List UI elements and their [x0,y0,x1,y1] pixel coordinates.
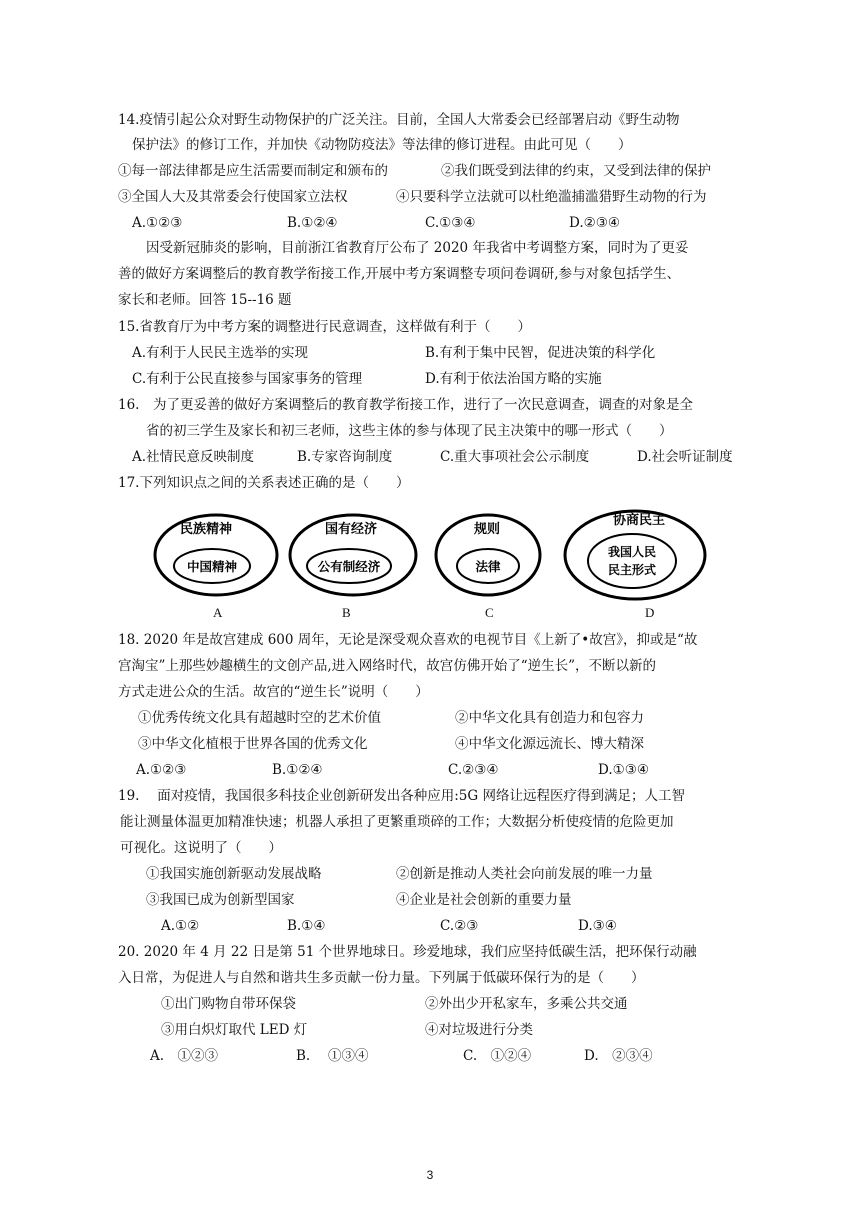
diagram-d-inner-ellipse [588,534,676,588]
diagram-b-label: B [342,605,351,620]
q14-stem-line1: 14.疫情引起公众对野生动物保护的广泛关注。目前，全国人大常委会已经部署启动《野生动物 [118,112,680,128]
q19-stem-line2: 能让测量体温更加精准快速；机器人承担了更繁重琐碎的工作；大数据分析使疫情的危险更加 [120,814,674,830]
q16-option-a: A.社情民意反映制度 [132,449,255,465]
q14-statement-4: ④只要科学立法就可以杜绝滥捕滥猎野生动物的行为 [396,189,707,205]
diagram-b-inner-label: 公有制经济 [317,559,381,574]
q20-option-d: D. ②③④ [584,1048,653,1064]
q20-statement-3: ③用白炽灯取代 LED 灯 [161,1022,308,1038]
diagram-d-outer-label: 协商民主 [612,513,666,528]
diagram-c-inner-label: 法律 [475,559,501,574]
q19-option-a: A.①② [161,918,200,934]
q18-statement-2: ②中华文化具有创造力和包容力 [455,710,644,726]
q19-option-b: B.①④ [287,918,326,934]
diagram-c-label: C [485,605,494,620]
diagram-d-label: D [645,605,655,620]
q19-statement-2: ②创新是推动人类社会向前发展的唯一力量 [396,866,653,882]
q14-stem-line2: 保护法》的修订工作，并加快《动物防疫法》等法律的修订进程。由此可见（ ） [132,137,632,153]
q20-option-a: A. ①②③ [150,1048,219,1064]
q18-stem-line1: 18. 2020 年是故宫建成 600 周年，无论是深受观众喜欢的电视节目《上新了•故宫》，抑或是“故 [118,632,698,648]
q16-option-b: B.专家咨询制度 [297,449,393,465]
q17-stem: 17.下列知识点之间的关系表述正确的是（ ） [118,475,410,491]
q16-stem-line1: 16. 为了更妥善的做好方案调整后的教育教学衔接工作，进行了一次民意调查，调查的对象是全 [118,397,693,413]
q14-statement-2: ②我们既受到法律的约束，又受到法律的保护 [441,163,711,179]
q17-diagrams [150,508,710,618]
q19-statement-4: ④企业是社会创新的重要力量 [396,892,572,908]
q19-statement-3: ③我国已成为创新型国家 [146,892,295,908]
diagram-c-outer-label: 规则 [473,522,501,537]
q14-option-d: D.②③④ [569,215,620,231]
q15-option-a: A.有利于人民民主选举的实现 [132,345,309,361]
q18-statement-4: ④中华文化源远流长、博大精深 [455,736,644,752]
q15-option-b: B.有利于集中民智，促进决策的科学化 [425,345,656,361]
material-line1: 因受新冠肺炎的影响，目前浙江省教育厅公布了 2020 年我省中考调整方案，同时为了更妥 [146,240,689,256]
q16-option-d: D.社会听证制度 [637,449,733,465]
q20-statement-4: ④对垃圾进行分类 [425,1022,533,1038]
q18-option-b: B.①②④ [272,762,323,778]
diagram-d-inner-label-1: 我国人民 [607,545,657,559]
q20-stem-line2: 入日常，为促进人与自然和谐共生多贡献一份力量。下列属于低碳环保行为的是（ ） [118,970,645,986]
diagram-d-inner-label-2: 民主形式 [607,563,657,577]
q14-statement-1: ①每一部法律都是应生活需要而制定和颁布的 [118,163,388,179]
diagram-a-inner-label: 中国精神 [186,559,238,574]
q19-option-d: D.③④ [578,918,617,934]
q19-stem-line1: 19. 面对疫情，我国很多科技企业创新研发出各种应用:5G 网络让远程医疗得到满足；人工智 [118,788,685,804]
q16-stem-line2: 省的初三学生及家长和初三老师，这些主体的参与体现了民主决策中的哪一形式（ ） [146,423,673,439]
q20-statement-2: ②外出少开私家车，多乘公共交通 [425,996,628,1012]
q18-statement-1: ①优秀传统文化具有超越时空的艺术价值 [138,710,381,726]
q14-option-c: C.①③④ [425,215,476,231]
q18-option-c: C.②③④ [448,762,499,778]
q15-stem: 15.省教育厅为中考方案的调整进行民意调查，这样做有利于（ ） [118,319,531,335]
page-number: 3 [426,1168,434,1182]
q15-option-c: C.有利于公民直接参与国家事务的管理 [132,371,363,387]
q19-option-c: C.②③ [440,918,479,934]
q18-option-a: A.①②③ [136,762,187,778]
q20-option-c: C. ①②④ [463,1048,532,1064]
q14-option-b: B.①②④ [287,215,338,231]
diagram-a-label: A [213,605,223,620]
diagram-c [436,515,540,595]
q18-statement-3: ③中华文化植根于世界各国的优秀文化 [138,736,368,752]
diagram-b-outer-label: 国有经济 [324,522,378,537]
material-line3: 家长和老师。回答 15--16 题 [118,292,292,308]
q20-option-b: B. ①③④ [296,1048,369,1064]
diagram-b [290,515,416,595]
q14-option-a: A.①②③ [132,215,183,231]
material-line2: 善的做好方案调整后的教育教学衔接工作,开展中考方案调整专项问卷调研,参与对象包括学生、 [118,266,681,282]
q20-stem-line1: 20. 2020 年 4 月 22 日是第 51 个世界地球日。珍爱地球，我们应坚持低碳生活，把环保行动融 [118,944,697,960]
q19-statement-1: ①我国实施创新驱动发展战略 [146,866,322,882]
q18-option-d: D.①③④ [598,762,649,778]
diagram-a-outer-label: 民族精神 [179,522,233,537]
diagram-a [155,515,277,595]
q14-statement-3: ③全国人大及其常委会行使国家立法权 [118,189,348,205]
q19-stem-line3: 可视化。这说明了（ ） [120,840,282,856]
q16-option-c: C.重大事项社会公示制度 [440,449,590,465]
diagram-d [565,511,705,599]
q18-stem-line3: 方式走进公众的生活。故宫的“逆生长”说明（ ） [118,684,429,700]
q20-statement-1: ①出门购物自带环保袋 [161,996,296,1012]
q18-stem-line2: 宫淘宝”上那些妙趣横生的文创产品,进入网络时代，故宫仿佛开始了“逆生长”，不断以新的 [118,658,656,674]
q15-option-d: D.有利于依法治国方略的实施 [425,371,602,387]
